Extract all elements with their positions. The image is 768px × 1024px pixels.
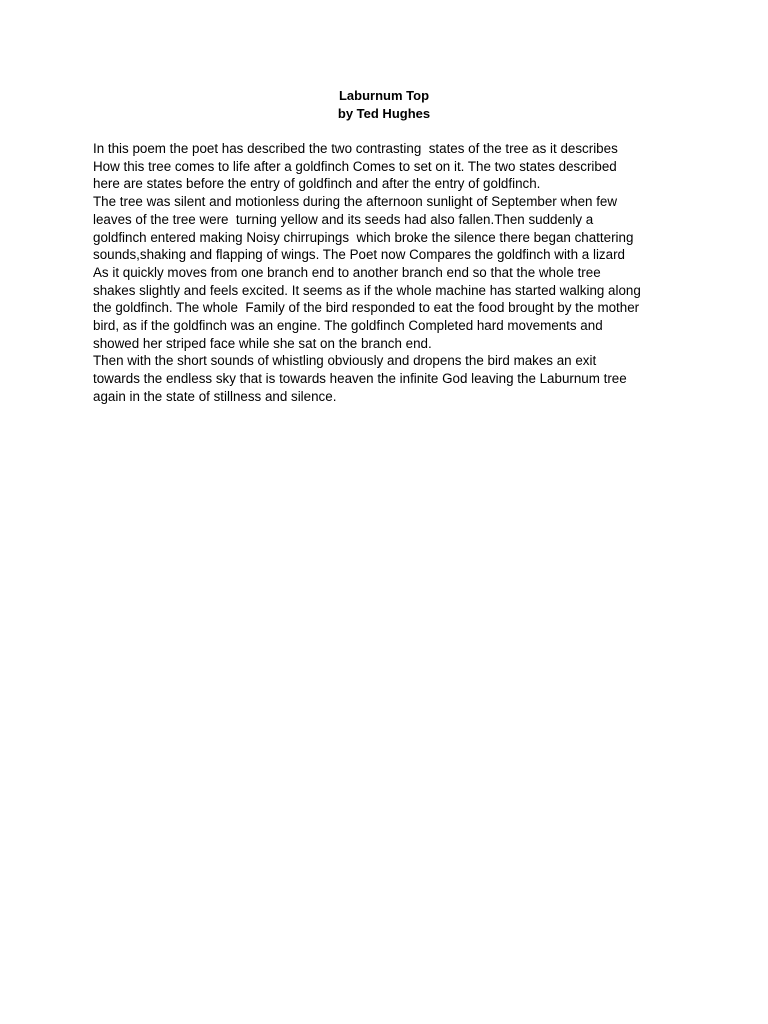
body-line: the goldfinch. The whole Family of the bird responded to eat the food brought by the mother <box>93 300 640 316</box>
body-line: towards the endless sky that is towards heaven the infinite God leaving the Laburnum tree <box>93 371 627 387</box>
document-title: Laburnum Top <box>338 88 430 103</box>
body-line: here are states before the entry of goldfinch and after the entry of goldfinch. <box>93 176 541 192</box>
body-line: bird, as if the goldfinch was an engine. The goldfinch Completed hard movements and <box>93 318 603 334</box>
body-line: shakes slightly and feels excited. It seems as if the whole machine has started walking along <box>93 282 641 298</box>
document-heading <box>0 87 768 122</box>
body-line: goldfinch entered making Noisy chirrupings which broke the silence there began chattering <box>93 229 634 245</box>
body-line: again in the state of stillness and silence. <box>93 388 337 404</box>
body-line: Then with the short sounds of whistling obviously and dropens the bird makes an exit <box>93 353 597 369</box>
body-line: sounds,shaking and flapping of wings. The Poet now Compares the goldfinch with a lizard <box>93 247 625 263</box>
document-byline: by Ted Hughes <box>337 105 431 121</box>
body-line: In this poem the poet has described the two contrasting states of the tree as it describes <box>93 141 618 156</box>
document-body <box>93 140 693 406</box>
body-line: How this tree comes to life after a goldfinch Comes to set on it. The two states described <box>93 158 617 174</box>
body-line: leaves of the tree were turning yellow and its seeds had also fallen.Then suddenly a <box>93 211 594 227</box>
body-line: showed her striped face while she sat on the branch end. <box>93 335 432 351</box>
body-line: As it quickly moves from one branch end to another branch end so that the whole tree <box>93 264 601 280</box>
body-line: The tree was silent and motionless during the afternoon sunlight of September when few <box>93 194 618 210</box>
